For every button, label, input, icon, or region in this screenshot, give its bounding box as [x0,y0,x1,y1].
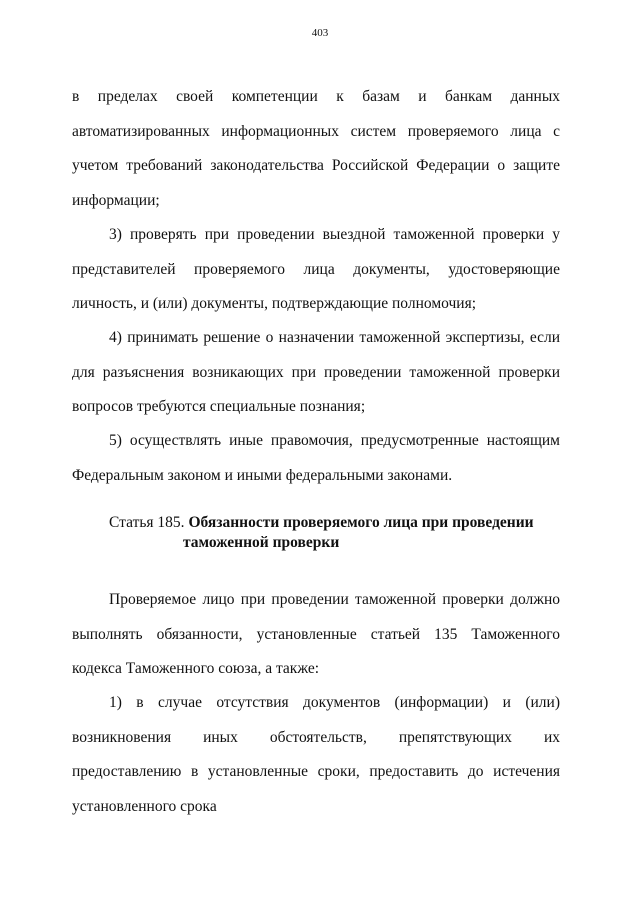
paragraph-continuation: в пределах своей компетенции к базам и банкам данных автоматизированных информационных систем проверяемого лица с учетом требований законодательства Российской Федерации о защите информации; [72,88,560,209]
paragraph-item-1: 1) в случае отсутствия документов (информации) и (или) возникновения иных обстоятельств, препятствующих их предоставлению в установленные сроки, предоставить до истечения установленного срока [72,694,560,815]
paragraph-item-4: 4) принимать решение о назначении таможенной экспертизы, если для разъяснения возникающих при проведении таможенной проверки вопросов требуются специальные познания; [72,329,560,415]
paragraph-item-3: 3) проверять при проведении выездной таможенной проверки у представителей проверяемого лица документы, удостоверяющие личность, и (или) документы, подтверждающие полномочия; [72,226,560,312]
article-title-line2: таможенной проверки [183,534,340,551]
article-title-line1: Обязанности проверяемого лица при проведении [188,514,534,531]
page-number: 403 [311,27,329,39]
paragraph-item-5: 5) осуществлять иные правомочия, предусмотренные настоящим Федеральным законом и иными федеральными законами. [72,432,560,484]
article-heading [109,513,569,553]
article-number: Статья 185. [109,514,185,531]
paragraph-intro: Проверяемое лицо при проведении таможенной проверки должно выполнять обязанности, установленные статьей 135 Таможенного кодекса Таможенного союза, а также: [72,591,560,677]
